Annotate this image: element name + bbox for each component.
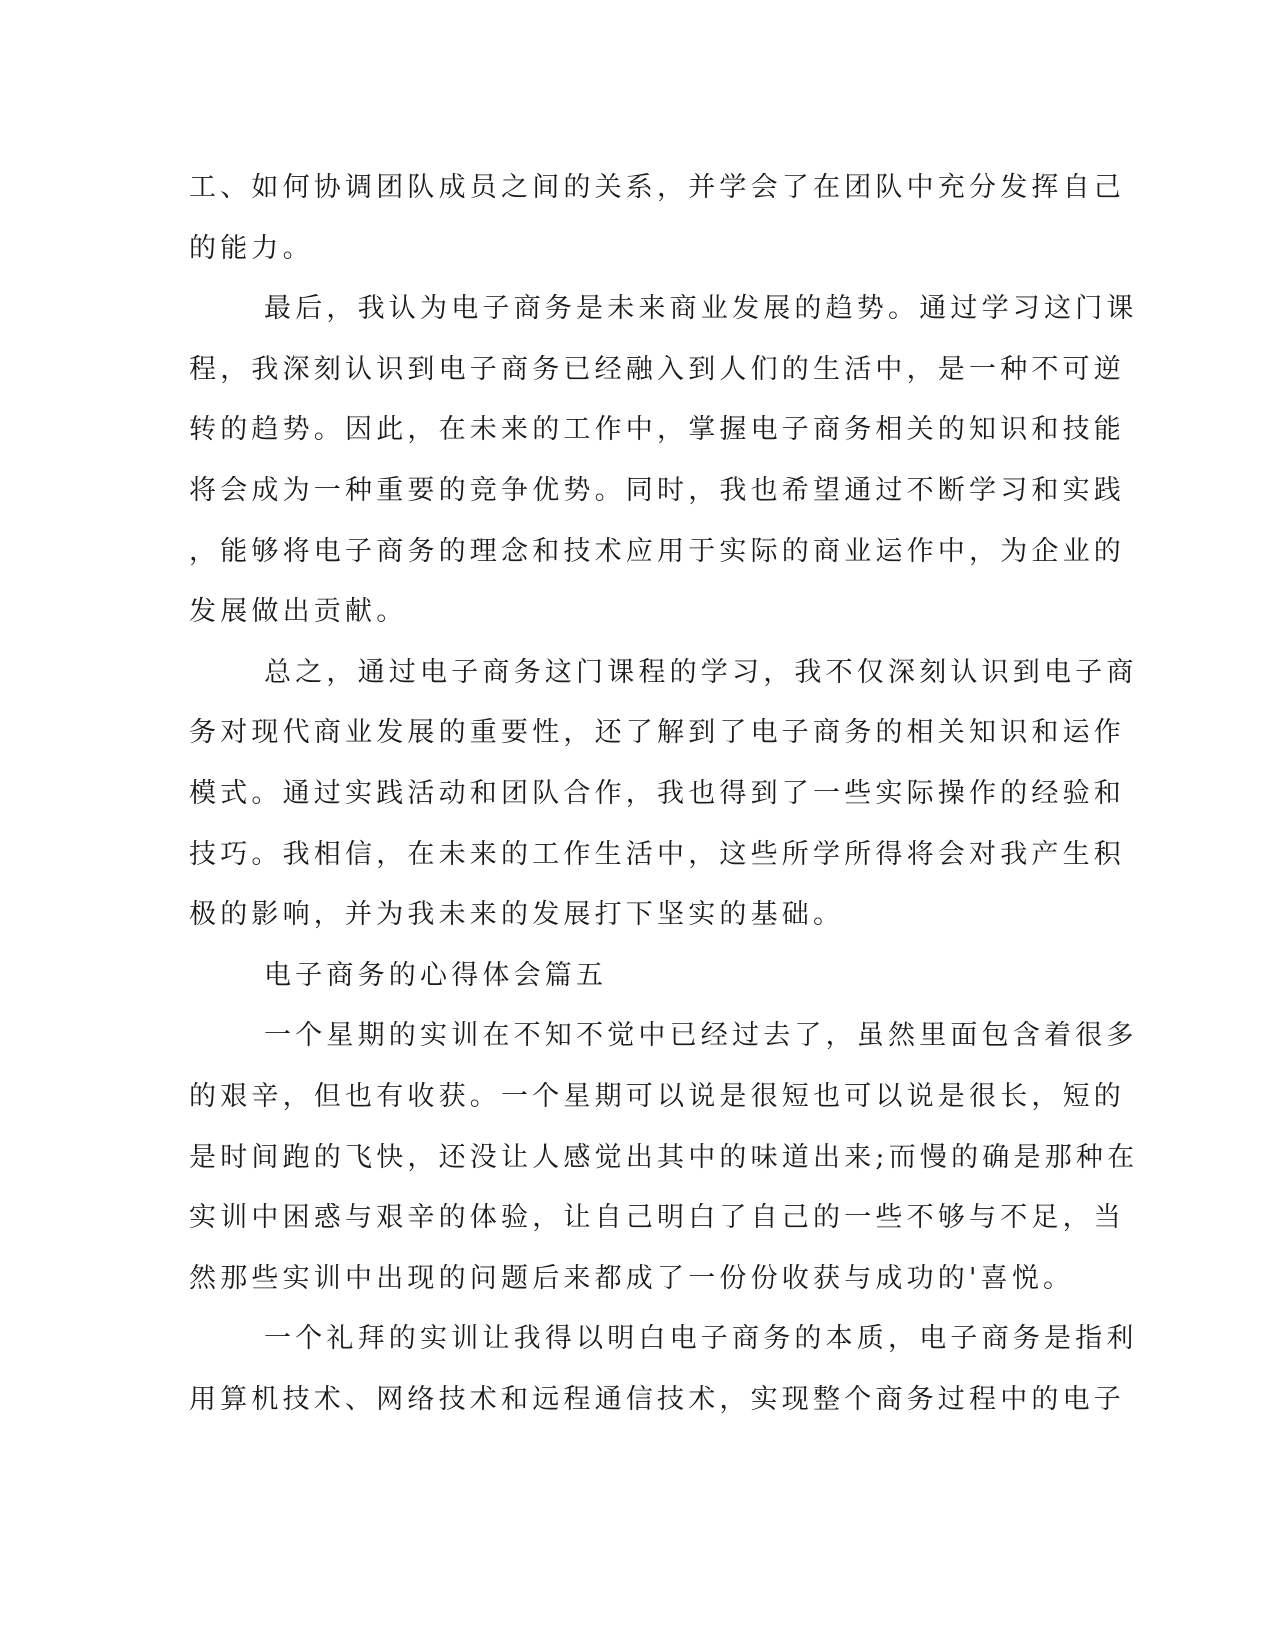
- document-body: [189, 158, 1139, 1430]
- text-line: 总之，通过电子商务这门课程的学习，我不仅深刻认识到电子商: [264, 656, 1138, 688]
- text-line: 的能力。: [189, 232, 314, 264]
- text-line: 用算机技术、网络技术和远程通信技术，实现整个商务过程中的电子: [189, 1383, 1125, 1415]
- text-line: ，能够将电子商务的理念和技术应用于实际的商业运作中，为企业的: [189, 535, 1125, 567]
- text-line: 将会成为一种重要的竞争优势。同时，我也希望通过不断学习和实践: [189, 474, 1125, 506]
- text-line: 的艰辛，但也有收获。一个星期可以说是很短也可以说是很长，短的: [189, 1080, 1125, 1112]
- text-line: 转的趋势。因此，在未来的工作中，掌握电子商务相关的知识和技能: [189, 414, 1125, 446]
- text-line: 极的影响，并为我未来的发展打下坚实的基础。: [189, 899, 845, 931]
- text-line: 技巧。我相信，在未来的工作生活中，这些所学所得将会对我产生积: [189, 838, 1125, 870]
- text-line: 工、如何协调团队成员之间的关系，并学会了在团队中充分发挥自己: [189, 172, 1125, 203]
- text-line: 是时间跑的飞快，还没让人感觉出其中的味道出来;而慢的确是那种在: [189, 1141, 1139, 1173]
- text-line: 一个星期的实训在不知不觉中已经过去了，虽然里面包含着很多: [264, 1020, 1138, 1052]
- text-line: 发展做出贡献。: [189, 596, 408, 628]
- text-line: 模式。通过实践活动和团队合作，我也得到了一些实际操作的经验和: [189, 777, 1125, 809]
- text-line: 实训中困惑与艰辛的体验，让自己明白了自己的一些不够与不足，当: [189, 1202, 1125, 1234]
- section-heading: 电子商务的心得体会篇五: [264, 959, 608, 991]
- text-line: 最后，我认为电子商务是未来商业发展的趋势。通过学习这门课: [264, 293, 1138, 325]
- text-line: 程，我深刻认识到电子商务已经融入到人们的生活中，是一种不可逆: [189, 353, 1125, 385]
- text-line: 然那些实训中出现的问题后来都成了一份份收获与成功的'喜悦。: [189, 1262, 1075, 1294]
- text-line: 一个礼拜的实训让我得以明白电子商务的本质，电子商务是指利: [264, 1323, 1138, 1355]
- text-line: 务对现代商业发展的重要性，还了解到了电子商务的相关知识和运作: [189, 717, 1125, 749]
